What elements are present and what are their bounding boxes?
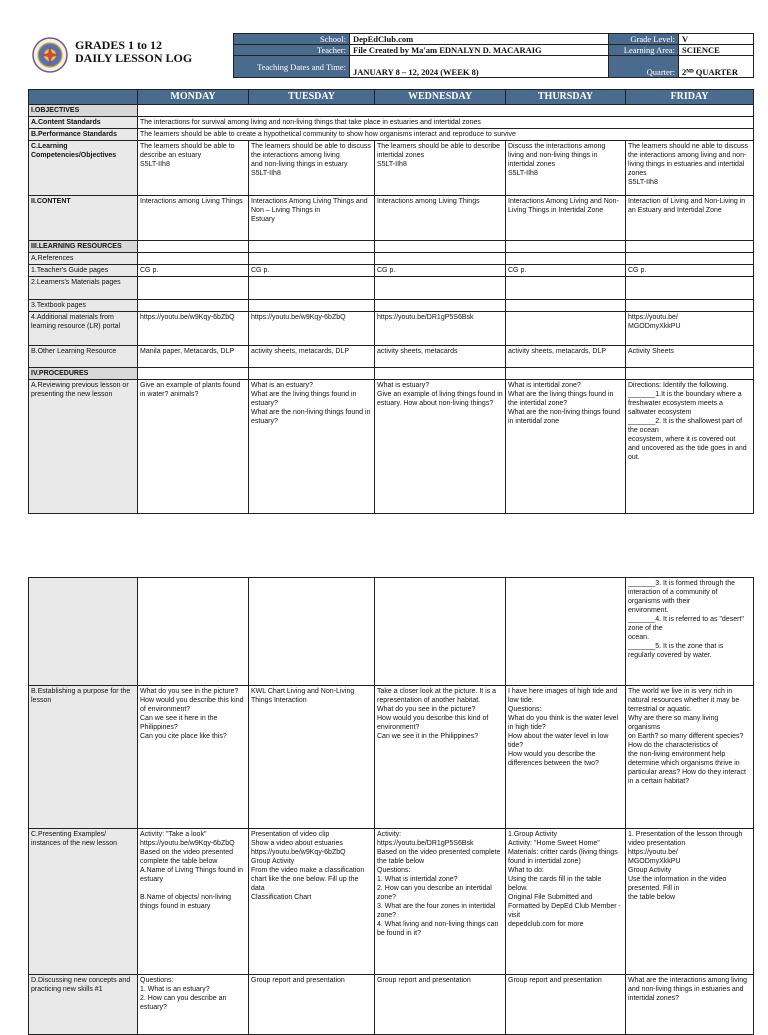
objectives-span <box>138 105 754 117</box>
grade-value: V <box>679 34 754 45</box>
other-resources-monday: Manila paper, Metacards, DLP <box>138 346 249 368</box>
procedures-tuesday <box>249 368 375 380</box>
corner-cell <box>29 90 138 105</box>
purpose-label: B.Establishing a purpose for the lesson <box>29 686 138 829</box>
textbook-label: 3.Textbook pages <box>29 300 138 312</box>
other-resources-thursday: activity sheets, metacards, DLP <box>506 346 626 368</box>
other-resources-friday: Activity Sheets <box>626 346 754 368</box>
textbook-tuesday <box>249 300 375 312</box>
teachers-guide-friday: CG p. <box>626 265 754 277</box>
school-value: DepEdClub.com <box>350 34 609 45</box>
learners-materials-friday <box>626 277 754 300</box>
continued-thursday <box>506 578 626 686</box>
textbook-monday <box>138 300 249 312</box>
additional-materials-thursday <box>506 312 626 346</box>
presenting-friday: 1. Presentation of the lesson through video presentation https://youtu.be/ MGODmyXkkPU Group Activity Use the information in the video presented. Fill in the table below <box>626 829 754 975</box>
content-standards-label: A.Content Standards <box>29 117 138 129</box>
continued-label <box>29 578 138 686</box>
review-tuesday: What is an estuary? What are the living things found in estuary? What are the non-living things found in estuary? <box>249 380 375 514</box>
objectives-label: I.OBJECTIVES <box>29 105 138 117</box>
other-resources-label: B.Other Learning Resource <box>29 346 138 368</box>
presenting-label: C.Presenting Examples/ instances of the new lesson <box>29 829 138 975</box>
competencies-wednesday: The learners should be able to describe intertidal zones S5LT-IIh8 <box>375 141 506 196</box>
discussing-tuesday: Group report and presentation <box>249 975 375 1035</box>
purpose-tuesday: KWL Chart Living and Non-Living Things Interaction <box>249 686 375 829</box>
review-label: A.Reviewing previous lesson or presenting the new lesson <box>29 380 138 514</box>
teachers-guide-tuesday: CG p. <box>249 265 375 277</box>
textbook-thursday <box>506 300 626 312</box>
purpose-wednesday: Take a closer look at the picture. It is a representation of another habitat. What do you see in the picture? How would you describe this kind of environment? Can we see it in the Philippines? <box>375 686 506 829</box>
presenting-tuesday: Presentation of video clip Show a video about estuaries https://youtu.be/w9Kqy-6bZbQ Group Activity From the video make a classification chart like the one below. Fill up the data Classification Chart <box>249 829 375 975</box>
content-friday: Interaction of Living and Non-Living in an Estuary and Intertidal Zone <box>626 196 754 241</box>
competencies-thursday: Discuss the interactions among living and non-living things in intertidal zones S5LT-IIh8 <box>506 141 626 196</box>
dates-value: JANUARY 8 – 12, 2024 (WEEK 8) <box>350 56 609 78</box>
deped-seal-icon <box>32 37 68 73</box>
school-label: School: <box>234 34 350 45</box>
learners-materials-label: 2.Learners's Materials pages <box>29 277 138 300</box>
discussing-label: D.Discussing new concepts and practicing new skills #1 <box>29 975 138 1035</box>
procedures-wednesday <box>375 368 506 380</box>
textbook-friday <box>626 300 754 312</box>
resources-label: III.LEARNING RESOURCES <box>29 241 138 253</box>
page-title <box>75 39 192 65</box>
purpose-monday: What do you see in the picture? How would you describe this kind of environment? Can we see it here in the Philippines? Can you cite place like this? <box>138 686 249 829</box>
competencies-monday: The learners should be able to describe an estuary S5LT-IIh8 <box>138 141 249 196</box>
references-tuesday <box>249 253 375 265</box>
resources-thursday <box>506 241 626 253</box>
references-wednesday <box>375 253 506 265</box>
continued-wednesday <box>375 578 506 686</box>
purpose-thursday: I have here images of high tide and low tide. Questions: What do you think is the water level in high tide? How about the water level in low tide? How would you describe the differences between the two? <box>506 686 626 829</box>
title-grades: GRADES 1 to 12 <box>75 38 163 52</box>
content-wednesday: Interactions among Living Things <box>375 196 506 241</box>
quarter-value: 2ᴺᴰ QUARTER <box>679 56 754 78</box>
additional-materials-label: 4.Additional materials from learning resource (LR) portal <box>29 312 138 346</box>
teachers-guide-wednesday: CG p. <box>375 265 506 277</box>
resources-monday <box>138 241 249 253</box>
additional-materials-monday: https://youtu.be/w9Kqy-6bZbQ <box>138 312 249 346</box>
review-wednesday: What is estuary? Give an example of living things found in estuary. How about non-living things? <box>375 380 506 514</box>
other-resources-tuesday: activity sheets, metacards, DLP <box>249 346 375 368</box>
resources-tuesday <box>249 241 375 253</box>
grade-label: Grade Level: <box>609 34 679 45</box>
learners-materials-tuesday <box>249 277 375 300</box>
references-label: A.References <box>29 253 138 265</box>
other-resources-wednesday: activity sheets, metacards <box>375 346 506 368</box>
learners-materials-thursday <box>506 277 626 300</box>
day-wednesday: WEDNESDAY <box>375 90 506 105</box>
teachers-guide-label: 1.Teacher's Guide pages <box>29 265 138 277</box>
teacher-value: File Created by Ma'am EDNALYN D. MACARAIG <box>350 45 609 56</box>
day-monday: MONDAY <box>138 90 249 105</box>
content-tuesday: Interactions Among Living Things and Non – Living Things in Estuary <box>249 196 375 241</box>
teachers-guide-monday: CG p. <box>138 265 249 277</box>
resources-friday <box>626 241 754 253</box>
lesson-log-table-2 <box>28 577 754 1035</box>
performance-standards-label: B.Performance Standards <box>29 129 138 141</box>
day-tuesday: TUESDAY <box>249 90 375 105</box>
area-value: SCIENCE <box>679 45 754 56</box>
discussing-monday: Questions: 1. What is an estuary? 2. How can you describe an estuary? <box>138 975 249 1035</box>
competencies-tuesday: The learners should be able to discuss the interactions among living and non-living things in estuary S5LT-IIh8 <box>249 141 375 196</box>
discussing-wednesday: Group report and presentation <box>375 975 506 1035</box>
presenting-wednesday: Activity: https://youtu.be/DR1gP5S6Bsk Based on the video presented complete the table below Questions: 1. What is intertidal zone? 2. How can you describe an intertidal zone? 3. What are the four zones in intertidal zone? 4. What living and non-living things can be found in it? <box>375 829 506 975</box>
discussing-thursday: Group report and presentation <box>506 975 626 1035</box>
lesson-log-table-1 <box>28 89 754 514</box>
references-thursday <box>506 253 626 265</box>
additional-materials-tuesday: https://youtu.be/w9Kqy-6bZbQ <box>249 312 375 346</box>
content-label: II.CONTENT <box>29 196 138 241</box>
resources-wednesday <box>375 241 506 253</box>
day-friday: FRIDAY <box>626 90 754 105</box>
dates-label: Teaching Dates and Time: <box>234 56 350 78</box>
presenting-thursday: 1.Group Activity Activity: "Home Sweet Home" Materials: critter cards (living things found in intertidal zone) What to do: Using the cards fill in the table below. Original File Submitted and Formatted by DepEd Club Member - visit depedclub.com for more <box>506 829 626 975</box>
continued-monday <box>138 578 249 686</box>
header-info-table <box>233 33 754 78</box>
competencies-friday: The learners should ne able to discuss the interactions among living and non-living things in estuaries and intertidal zones S5LT-IIh8 <box>626 141 754 196</box>
review-friday: Directions: Identify the following. _______1.It is the boundary where a freshwater ecosystem meets a saltwater ecosystem _______2. It is the shallowest part of the ocean ecosystem, where it is covered out and uncovered as the tide goes in and out. <box>626 380 754 514</box>
references-friday <box>626 253 754 265</box>
textbook-wednesday <box>375 300 506 312</box>
title-dll: DAILY LESSON LOG <box>75 51 193 65</box>
additional-materials-friday: https://youtu.be/ MGODmyXkkPU <box>626 312 754 346</box>
presenting-monday: Activity: "Take a look" https://youtu.be/w9Kqy-6bZbQ Based on the video presented complete the table below A.Name of Living Things found in estuary B.Name of objects/ non-living things found in estuary <box>138 829 249 975</box>
area-label: Learning Area: <box>609 45 679 56</box>
learners-materials-wednesday <box>375 277 506 300</box>
competencies-label: C.Learning Competencies/Objectives <box>29 141 138 196</box>
content-thursday: Interactions Among Living and Non-Living Things in Intertidal Zone <box>506 196 626 241</box>
purpose-friday: The world we live in is very rich in natural resources whether it may be terrestrial or aquatic. Why are there so many living organisms on Earth? so many different species? How do the characteristics of the non-living environment help determine which organisms thrive in particular areas? How do they interact in a certain habitat? <box>626 686 754 829</box>
continued-tuesday <box>249 578 375 686</box>
teacher-label: Teacher: <box>234 45 350 56</box>
quarter-label: Quarter: <box>609 56 679 78</box>
references-monday <box>138 253 249 265</box>
day-thursday: THURSDAY <box>506 90 626 105</box>
procedures-label: IV.PROCEDURES <box>29 368 138 380</box>
procedures-friday <box>626 368 754 380</box>
procedures-monday <box>138 368 249 380</box>
teachers-guide-thursday: CG p. <box>506 265 626 277</box>
performance-standards-text: The learners should be able to create a hypothetical community to show how organisms interact and reproduce to survive <box>138 129 754 141</box>
review-thursday: What is intertidal zone? What are the living things found in the intertidal zone? What are the non-living things found in intertidal zone <box>506 380 626 514</box>
content-standards-text: The interactions for survival among living and non-living things that take place in estuaries and intertidal zones <box>138 117 754 129</box>
procedures-thursday <box>506 368 626 380</box>
learners-materials-monday <box>138 277 249 300</box>
content-monday: Interactions among Living Things <box>138 196 249 241</box>
discussing-friday: What are the interactions among living and non-living things in estuaries and intertidal zones? <box>626 975 754 1035</box>
additional-materials-wednesday: https://youtu.be/DR1gP5S6Bsk <box>375 312 506 346</box>
continued-friday: _______3. It is formed through the interaction of a community of organisms with their environment. _______4. It is referred to as "desert" zone of the ocean. _______5. It is the zone that is regularly covered by water. <box>626 578 754 686</box>
review-monday: Give an example of plants found in water? animals? <box>138 380 249 514</box>
